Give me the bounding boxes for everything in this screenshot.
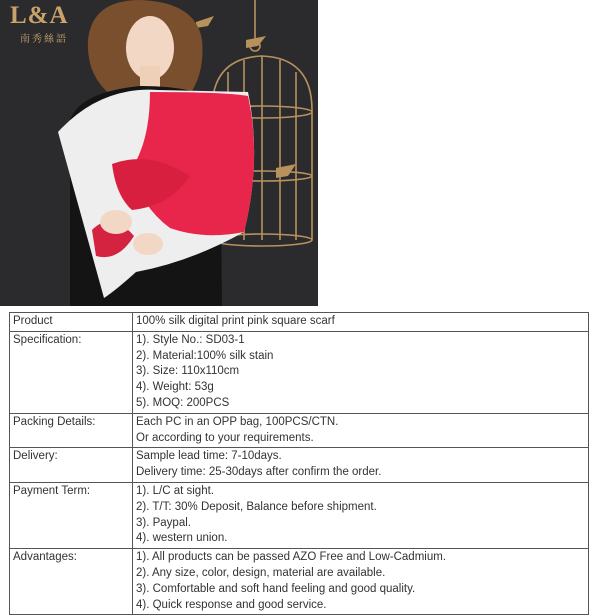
bird-icon (276, 164, 296, 178)
row-value-line: 1). All products can be passed AZO Free and Low-Cadmium. (136, 551, 447, 564)
row-value (133, 331, 589, 413)
row-value-line: 100% silk digital print pink square scarf (136, 315, 335, 327)
row-label: Payment Term: (10, 482, 133, 548)
row-value-line: 4). western union. (136, 532, 228, 545)
row-label: Packing Details: (10, 413, 133, 448)
row-value-line: 2). Any size, color, design, material are available. (136, 566, 386, 579)
row-value-line: Sample lead time: 7-10days. (136, 450, 282, 463)
row-value-line: 3). Paypal. (136, 516, 191, 529)
brand-subtitle: 南秀絲語 (20, 34, 68, 45)
product-photo (0, 0, 318, 306)
table-row (10, 448, 589, 483)
row-value-line: 1). Style No.: SD03-1 (136, 333, 245, 346)
row-value (133, 549, 589, 615)
table-row (10, 313, 589, 332)
table-row (10, 482, 589, 548)
product-spec-table (9, 312, 589, 615)
row-value-line: Delivery time: 25-30days after confirm the order. (136, 466, 382, 479)
row-value (133, 313, 589, 332)
row-value-line: 2). T/T: 30% Deposit, Balance before shipment. (136, 500, 377, 513)
row-value (133, 448, 589, 483)
row-value-line: 2). Material:100% silk stain (136, 349, 274, 362)
row-value-line: 3). Size: 110x110cm (136, 365, 240, 378)
row-value (133, 482, 589, 548)
row-label: Advantages: (10, 549, 133, 615)
brand-logo: L&A (10, 2, 69, 29)
row-label: Specification: (10, 331, 133, 413)
bird-icon (196, 16, 214, 28)
row-value-line: 5). MOQ: 200PCS (136, 396, 230, 409)
table-row (10, 549, 589, 615)
row-value-line: Each PC in an OPP bag, 100PCS/CTN. (136, 415, 339, 428)
model-scarf-illustration (0, 0, 318, 306)
row-label: Delivery: (10, 448, 133, 483)
row-value-line: 1). L/C at sight. (136, 484, 214, 497)
row-value (133, 413, 589, 448)
row-value-line: 4). Weight: 53g (136, 381, 214, 394)
table-row (10, 331, 589, 413)
row-label: Product (10, 313, 133, 332)
table-row (10, 413, 589, 448)
row-value-line: 4). Quick response and good service. (136, 598, 327, 611)
row-value-line: 3). Comfortable and soft hand feeling and good quality. (136, 582, 416, 595)
bird-icon (246, 36, 266, 48)
row-value-line: Or according to your requirements. (136, 431, 314, 444)
